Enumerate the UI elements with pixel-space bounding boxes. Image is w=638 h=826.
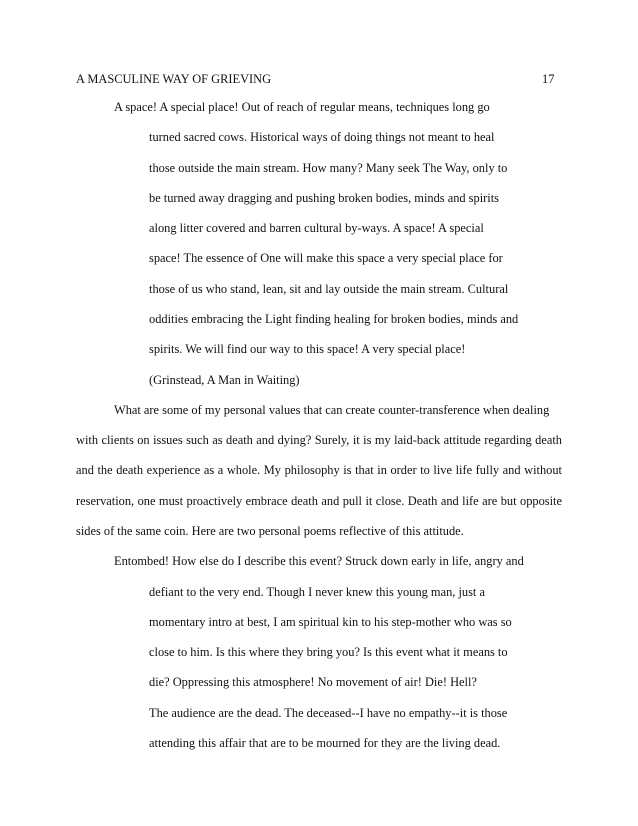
body-line: and the death experience as a whole. My philosophy is that in order to live life fully and without	[76, 463, 562, 477]
poem2-line: die? Oppressing this atmosphere! No movement of air! Die! Hell?	[149, 675, 477, 689]
poem1-line: those of us who stand, lean, sit and lay outside the main stream. Cultural	[149, 282, 509, 296]
page-number: 17	[542, 72, 555, 86]
body-line: sides of the same coin. Here are two personal poems reflective of this attitude.	[76, 524, 464, 538]
poem1-line: oddities embracing the Light finding healing for broken bodies, minds and	[149, 312, 519, 326]
body-line: reservation, one must proactively embrace death and pull it close. Death and life are but opposite	[76, 494, 562, 508]
poem2-line: The audience are the dead. The deceased--I have no empathy--it is those	[149, 706, 508, 720]
poem2-line: momentary intro at best, I am spiritual kin to his step-mother who was so	[149, 615, 512, 629]
poem1-line: turned sacred cows. Historical ways of doing things not meant to heal	[149, 130, 495, 144]
poem2-line: attending this affair that are to be mourned for they are the living dead.	[149, 736, 501, 750]
running-head: A MASCULINE WAY OF GRIEVING	[76, 72, 272, 86]
poem1-line: A space! A special place! Out of reach of regular means, techniques long go	[114, 100, 490, 114]
poem1-line: spirits. We will find our way to this space! A very special place!	[149, 342, 466, 356]
poem2-line: defiant to the very end. Though I never knew this young man, just a	[149, 585, 485, 599]
poem1-citation: (Grinstead, A Man in Waiting)	[149, 373, 300, 387]
poem2-line: close to him. Is this where they bring you? Is this event what it means to	[149, 645, 508, 659]
poem1-line: be turned away dragging and pushing broken bodies, minds and spirits	[149, 191, 499, 205]
poem1-line: those outside the main stream. How many? Many seek The Way, only to	[149, 161, 508, 175]
poem1-line: along litter covered and barren cultural by-ways. A space! A special	[149, 221, 484, 235]
poem1-line: space! The essence of One will make this space a very special place for	[149, 251, 503, 265]
body-line: with clients on issues such as death and dying? Surely, it is my laid-back attitude regarding death	[76, 433, 562, 447]
poem2-line: Entombed! How else do I describe this event? Struck down early in life, angry and	[114, 554, 524, 568]
body-line: What are some of my personal values that can create counter-transference when dealing	[114, 403, 550, 417]
